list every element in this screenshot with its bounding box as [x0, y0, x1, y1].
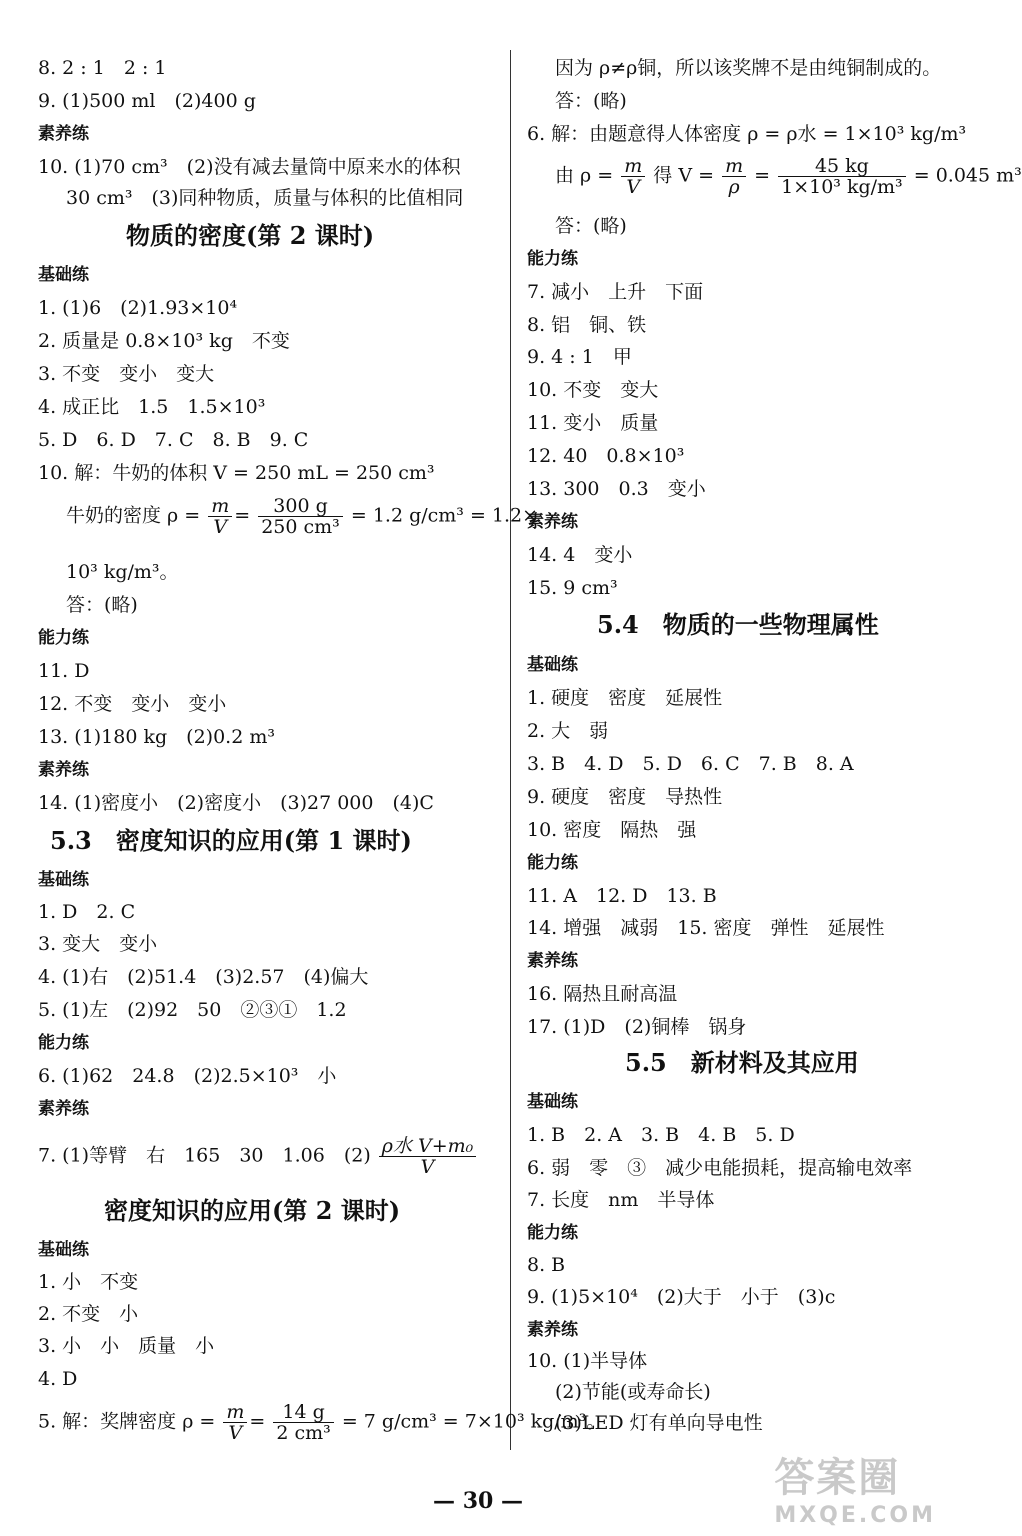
answer-line: 1. D 2. C — [38, 901, 136, 923]
page-number: — 30 — — [433, 1488, 523, 1514]
answer-line: 3. 不变 变小 变大 — [38, 363, 215, 385]
answer-line: 5. D 6. D 7. C 8. B 9. C — [38, 429, 309, 451]
fraction-denominator: 2 cm³ — [276, 1422, 331, 1444]
section-label: 素养练 — [527, 1320, 578, 1340]
answer-line: 1. 硬度 密度 延展性 — [527, 687, 723, 709]
section-label: 能力练 — [527, 249, 578, 269]
answer-line: 10³ kg/m³。 — [66, 561, 179, 583]
formula-line — [555, 156, 1022, 197]
answer-line: 答：(略) — [555, 215, 627, 237]
fraction-denominator: V — [213, 516, 228, 538]
formula-text: 牛奶的密度 ρ = — [66, 504, 201, 527]
answer-line: 14. (1)密度小 (2)密度小 (3)27 000 (4)C — [38, 792, 434, 814]
fraction — [722, 156, 746, 197]
answer-line: (3)LED 灯有单向导电性 — [555, 1412, 763, 1434]
fraction-denominator: ρ — [728, 176, 740, 198]
answer-line: 7. 减小 上升 下面 — [527, 281, 704, 303]
answer-line: 8. B — [527, 1254, 566, 1276]
answer-line: 17. (1)D (2)铜棒 锅身 — [527, 1016, 747, 1038]
fraction-denominator: V — [420, 1156, 435, 1178]
formula-text: 得 V = — [653, 164, 715, 187]
fraction-denominator: V — [228, 1422, 243, 1444]
section-label: 素养练 — [527, 512, 578, 532]
formula-line: 5. 解：奖牌密度 ρ = $\frac{m}{V}$ = $\frac{14 g}{\text{2 cm³}}$ = 7 g/cm³ = 7×10³ kg/m³。 — [38, 1401, 606, 1444]
answer-line: 14. 增强 减弱 15. 密度 弹性 延展性 — [527, 917, 885, 939]
answer-line: 因为 ρ≠ρ铜，所以该奖牌不是由纯铜制成的。 — [555, 57, 942, 79]
fraction-numerator: m — [208, 496, 232, 517]
answer-line: 11. D — [38, 660, 90, 682]
formula-text: 7. (1)等臂 右 165 30 1.06 (2) — [38, 1144, 371, 1167]
section-label: 基础练 — [38, 265, 89, 285]
formula-text: 由 ρ = — [555, 164, 614, 187]
answer-line: 15. 9 cm³ — [527, 577, 618, 599]
answer-line: 9. 硬度 密度 导热性 — [527, 786, 723, 808]
answer-line: 6. (1)62 24.8 (2)2.5×10³ 小 — [38, 1065, 337, 1087]
answer-line: 10. 不变 变大 — [527, 379, 659, 401]
lesson-heading: 5.4 物质的一些物理属性 — [597, 610, 879, 639]
answer-line: 9. 4 : 1 甲 — [527, 346, 632, 368]
watermark-url: MXQE.COM — [774, 1503, 936, 1528]
section-label: 素养练 — [38, 124, 89, 144]
answer-line: 3. 小 小 质量 小 — [38, 1335, 215, 1357]
answer-line: 2. 大 弱 — [527, 720, 609, 742]
watermark-text: 答案圈 — [774, 1455, 901, 1501]
answer-line: 12. 不变 变小 变小 — [38, 693, 227, 715]
answer-line: 6. 弱 零 ③ 减少电能损耗，提高输电效率 — [527, 1157, 913, 1179]
answer-line: 2. 不变 小 — [38, 1303, 139, 1325]
formula-text: = 0.045 m³ — [913, 164, 1022, 187]
answer-line: 14. 4 变小 — [527, 544, 633, 566]
lesson-heading: 5.5 新材料及其应用 — [625, 1048, 859, 1077]
fraction-numerator: m — [621, 156, 645, 177]
answer-line: 5. (1)左 (2)92 50 ②③① 1.2 — [38, 999, 347, 1021]
answer-line: 30 cm³ (3)同种物质，质量与体积的比值相同 — [66, 187, 464, 209]
fraction-numerator: ρ水 V+m₀ — [379, 1136, 476, 1157]
answer-line: 9. (1)5×10⁴ (2)大于 小于 (3)c — [527, 1286, 836, 1308]
answer-line: 16. 隔热且耐高温 — [527, 983, 678, 1005]
fraction — [273, 1402, 333, 1443]
fraction — [258, 496, 343, 537]
answer-line: 13. (1)180 kg (2)0.2 m³ — [38, 726, 275, 748]
fraction — [778, 156, 906, 197]
fraction-numerator: m — [722, 156, 746, 177]
fraction-denominator: V — [626, 176, 641, 198]
section-label: 基础练 — [38, 870, 89, 890]
formula-text: 5. 解：奖牌密度 ρ = — [38, 1410, 216, 1433]
answer-line: 9. (1)500 ml (2)400 g — [38, 90, 256, 112]
answer-line: 12. 40 0.8×10³ — [527, 445, 685, 467]
answer-line: 4. (1)右 (2)51.4 (3)2.57 (4)偏大 — [38, 966, 369, 988]
fraction-numerator: 45 kg — [778, 156, 906, 177]
formula-line — [38, 1136, 478, 1177]
answer-line: 4. 成正比 1.5 1.5×10³ — [38, 396, 266, 418]
section-label: 基础练 — [527, 1092, 578, 1112]
section-label: 素养练 — [527, 951, 578, 971]
lesson-heading: 密度知识的应用(第 2 课时) — [104, 1196, 401, 1225]
answer-line: 10. 解：牛奶的体积 V = 250 mL = 250 cm³ — [38, 462, 435, 484]
fraction-denominator: 1×10³ kg/m³ — [781, 176, 903, 198]
answer-line: 8. 2 : 1 2 : 1 — [38, 57, 167, 79]
answer-line: 7. 长度 nm 半导体 — [527, 1189, 715, 1211]
fraction — [223, 1402, 247, 1443]
answer-line: 1. B 2. A 3. B 4. B 5. D — [527, 1124, 795, 1146]
formula-text: = 1.2 g/cm³ = 1.2× — [350, 504, 539, 527]
fraction — [379, 1136, 476, 1177]
lesson-heading: 5.3 密度知识的应用(第 1 课时) — [50, 826, 412, 855]
answer-line: 10. (1)70 cm³ (2)没有减去量筒中原来水的体积 — [38, 156, 461, 178]
answer-line: 答：(略) — [66, 594, 138, 616]
answer-line: 1. 小 不变 — [38, 1271, 139, 1293]
section-label: 素养练 — [38, 1099, 89, 1119]
answer-line: 11. 变小 质量 — [527, 412, 659, 434]
watermark-logo — [774, 1446, 936, 1528]
fraction — [621, 156, 645, 197]
column-divider — [510, 50, 511, 1450]
section-label: 能力练 — [527, 853, 578, 873]
answer-line: 4. D — [38, 1368, 78, 1390]
section-label: 基础练 — [38, 1240, 89, 1260]
answer-line: 3. 变大 变小 — [38, 933, 158, 955]
answer-line: 10. 密度 隔热 强 — [527, 819, 697, 841]
lesson-heading: 物质的密度(第 2 课时) — [126, 221, 375, 250]
section-label: 能力练 — [38, 628, 89, 648]
formula-text: = 7 g/cm³ = 7×10³ kg/m³。 — [341, 1410, 606, 1433]
answer-line: 3. B 4. D 5. D 6. C 7. B 8. A — [527, 753, 854, 775]
answer-line: 1. (1)6 (2)1.93×10⁴ — [38, 297, 238, 319]
fraction — [208, 496, 232, 537]
answer-line: 2. 质量是 0.8×10³ kg 不变 — [38, 330, 290, 352]
answer-line: 8. 铝 铜、铁 — [527, 314, 647, 336]
fraction-denominator: 250 cm³ — [261, 516, 340, 538]
fraction-numerator: 300 g — [258, 496, 343, 517]
formula-line: 牛奶的密度 ρ = $\frac{m}{V}$ = $\frac{300 g}{\text{250 cm³}}$ = 1.2 g/cm³ = 1.2× — [66, 495, 539, 538]
formula-text: = — [754, 164, 771, 187]
section-label: 能力练 — [527, 1223, 578, 1243]
section-label: 素养练 — [38, 760, 89, 780]
answer-line: (2)节能(或寿命长) — [555, 1381, 711, 1403]
section-label: 能力练 — [38, 1033, 89, 1053]
answer-line: 6. 解：由题意得人体密度 ρ = ρ水 = 1×10³ kg/m³ — [527, 123, 967, 145]
section-label: 基础练 — [527, 655, 578, 675]
answer-line: 10. (1)半导体 — [527, 1350, 648, 1372]
answer-line: 13. 300 0.3 变小 — [527, 478, 706, 500]
fraction-numerator: m — [223, 1402, 247, 1423]
fraction-numerator: 14 g — [273, 1402, 333, 1423]
answer-line: 11. A 12. D 13. B — [527, 885, 717, 907]
answer-line: 答：(略) — [555, 90, 627, 112]
